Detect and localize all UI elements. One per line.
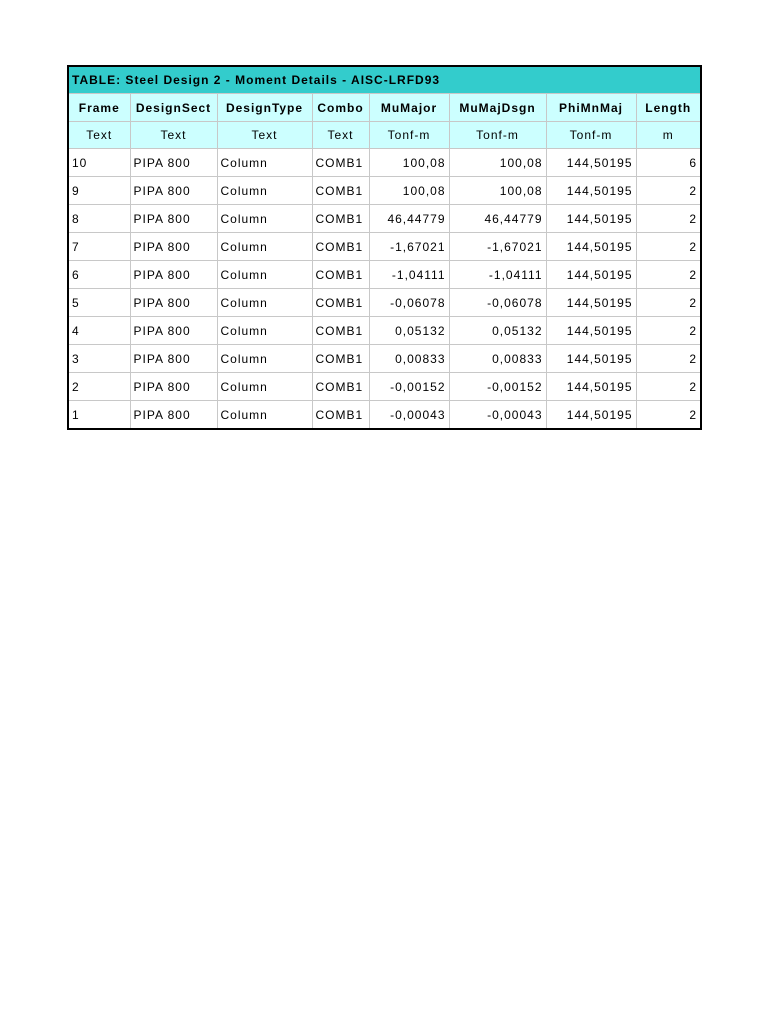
unit-mumajor: Tonf-m xyxy=(369,122,449,149)
cell-designsect: PIPA 800 xyxy=(130,261,217,289)
cell-mumajdsgn: 100,08 xyxy=(449,149,546,177)
table-row xyxy=(68,205,701,233)
cell-phimnmaj: 144,50195 xyxy=(546,177,636,205)
cell-mumajor: -0,00152 xyxy=(369,373,449,401)
cell-combo: COMB1 xyxy=(312,317,369,345)
cell-mumajor: 46,44779 xyxy=(369,205,449,233)
cell-designtype: Column xyxy=(217,401,312,430)
table-row xyxy=(68,345,701,373)
column-header-mumajdsgn: MuMajDsgn xyxy=(449,94,546,122)
cell-combo: COMB1 xyxy=(312,205,369,233)
cell-length: 2 xyxy=(636,261,701,289)
cell-phimnmaj: 144,50195 xyxy=(546,289,636,317)
cell-designtype: Column xyxy=(217,233,312,261)
unit-designsect: Text xyxy=(130,122,217,149)
table-row xyxy=(68,177,701,205)
cell-phimnmaj: 144,50195 xyxy=(546,317,636,345)
table-row xyxy=(68,289,701,317)
units-row xyxy=(68,122,701,149)
cell-mumajor: -0,00043 xyxy=(369,401,449,430)
cell-combo: COMB1 xyxy=(312,261,369,289)
unit-designtype: Text xyxy=(217,122,312,149)
unit-phimnmaj: Tonf-m xyxy=(546,122,636,149)
cell-frame: 6 xyxy=(68,261,130,289)
table-row xyxy=(68,373,701,401)
cell-designtype: Column xyxy=(217,317,312,345)
cell-mumajdsgn: 46,44779 xyxy=(449,205,546,233)
cell-designsect: PIPA 800 xyxy=(130,177,217,205)
cell-combo: COMB1 xyxy=(312,401,369,430)
cell-mumajor: 0,05132 xyxy=(369,317,449,345)
table-row xyxy=(68,261,701,289)
cell-mumajdsgn: 100,08 xyxy=(449,177,546,205)
cell-mumajdsgn: -1,04111 xyxy=(449,261,546,289)
cell-mumajor: 100,08 xyxy=(369,149,449,177)
cell-mumajdsgn: -0,00152 xyxy=(449,373,546,401)
cell-frame: 5 xyxy=(68,289,130,317)
cell-designsect: PIPA 800 xyxy=(130,233,217,261)
cell-combo: COMB1 xyxy=(312,345,369,373)
column-header-combo: Combo xyxy=(312,94,369,122)
cell-mumajdsgn: 0,00833 xyxy=(449,345,546,373)
cell-designsect: PIPA 800 xyxy=(130,373,217,401)
column-header-designtype: DesignType xyxy=(217,94,312,122)
cell-length: 2 xyxy=(636,345,701,373)
table-row xyxy=(68,149,701,177)
cell-frame: 2 xyxy=(68,373,130,401)
table-title-row xyxy=(68,66,701,94)
cell-designsect: PIPA 800 xyxy=(130,205,217,233)
cell-combo: COMB1 xyxy=(312,373,369,401)
cell-designsect: PIPA 800 xyxy=(130,345,217,373)
cell-mumajdsgn: 0,05132 xyxy=(449,317,546,345)
steel-design-table xyxy=(67,65,702,430)
cell-designtype: Column xyxy=(217,205,312,233)
cell-mumajdsgn: -1,67021 xyxy=(449,233,546,261)
cell-designtype: Column xyxy=(217,261,312,289)
cell-combo: COMB1 xyxy=(312,233,369,261)
column-header-length: Length xyxy=(636,94,701,122)
cell-designtype: Column xyxy=(217,345,312,373)
cell-length: 6 xyxy=(636,149,701,177)
cell-frame: 3 xyxy=(68,345,130,373)
cell-phimnmaj: 144,50195 xyxy=(546,345,636,373)
cell-length: 2 xyxy=(636,289,701,317)
cell-mumajdsgn: -0,00043 xyxy=(449,401,546,430)
table-row xyxy=(68,401,701,430)
cell-phimnmaj: 144,50195 xyxy=(546,205,636,233)
cell-length: 2 xyxy=(636,317,701,345)
table-row xyxy=(68,233,701,261)
cell-length: 2 xyxy=(636,205,701,233)
cell-combo: COMB1 xyxy=(312,149,369,177)
cell-frame: 4 xyxy=(68,317,130,345)
cell-length: 2 xyxy=(636,373,701,401)
column-header-frame: Frame xyxy=(68,94,130,122)
cell-designsect: PIPA 800 xyxy=(130,401,217,430)
table-row xyxy=(68,317,701,345)
table-title: TABLE: Steel Design 2 - Moment Details - AISC-LRFD93 xyxy=(68,66,701,94)
cell-length: 2 xyxy=(636,177,701,205)
cell-phimnmaj: 144,50195 xyxy=(546,233,636,261)
cell-designsect: PIPA 800 xyxy=(130,317,217,345)
cell-designsect: PIPA 800 xyxy=(130,289,217,317)
cell-phimnmaj: 144,50195 xyxy=(546,261,636,289)
cell-phimnmaj: 144,50195 xyxy=(546,401,636,430)
cell-frame: 7 xyxy=(68,233,130,261)
cell-mumajdsgn: -0,06078 xyxy=(449,289,546,317)
cell-mumajor: -1,67021 xyxy=(369,233,449,261)
column-header-mumajor: MuMajor xyxy=(369,94,449,122)
column-header-phimnmaj: PhiMnMaj xyxy=(546,94,636,122)
cell-frame: 9 xyxy=(68,177,130,205)
cell-phimnmaj: 144,50195 xyxy=(546,149,636,177)
cell-designtype: Column xyxy=(217,373,312,401)
cell-designsect: PIPA 800 xyxy=(130,149,217,177)
unit-combo: Text xyxy=(312,122,369,149)
column-header-designsect: DesignSect xyxy=(130,94,217,122)
cell-length: 2 xyxy=(636,233,701,261)
cell-length: 2 xyxy=(636,401,701,430)
cell-designtype: Column xyxy=(217,177,312,205)
unit-length: m xyxy=(636,122,701,149)
cell-designtype: Column xyxy=(217,289,312,317)
column-header-row xyxy=(68,94,701,122)
cell-mumajor: 0,00833 xyxy=(369,345,449,373)
unit-mumajdsgn: Tonf-m xyxy=(449,122,546,149)
cell-phimnmaj: 144,50195 xyxy=(546,373,636,401)
cell-frame: 1 xyxy=(68,401,130,430)
table-body xyxy=(68,149,701,430)
cell-mumajor: -0,06078 xyxy=(369,289,449,317)
unit-frame: Text xyxy=(68,122,130,149)
cell-mumajor: -1,04111 xyxy=(369,261,449,289)
cell-combo: COMB1 xyxy=(312,289,369,317)
cell-mumajor: 100,08 xyxy=(369,177,449,205)
cell-designtype: Column xyxy=(217,149,312,177)
cell-frame: 8 xyxy=(68,205,130,233)
cell-combo: COMB1 xyxy=(312,177,369,205)
cell-frame: 10 xyxy=(68,149,130,177)
